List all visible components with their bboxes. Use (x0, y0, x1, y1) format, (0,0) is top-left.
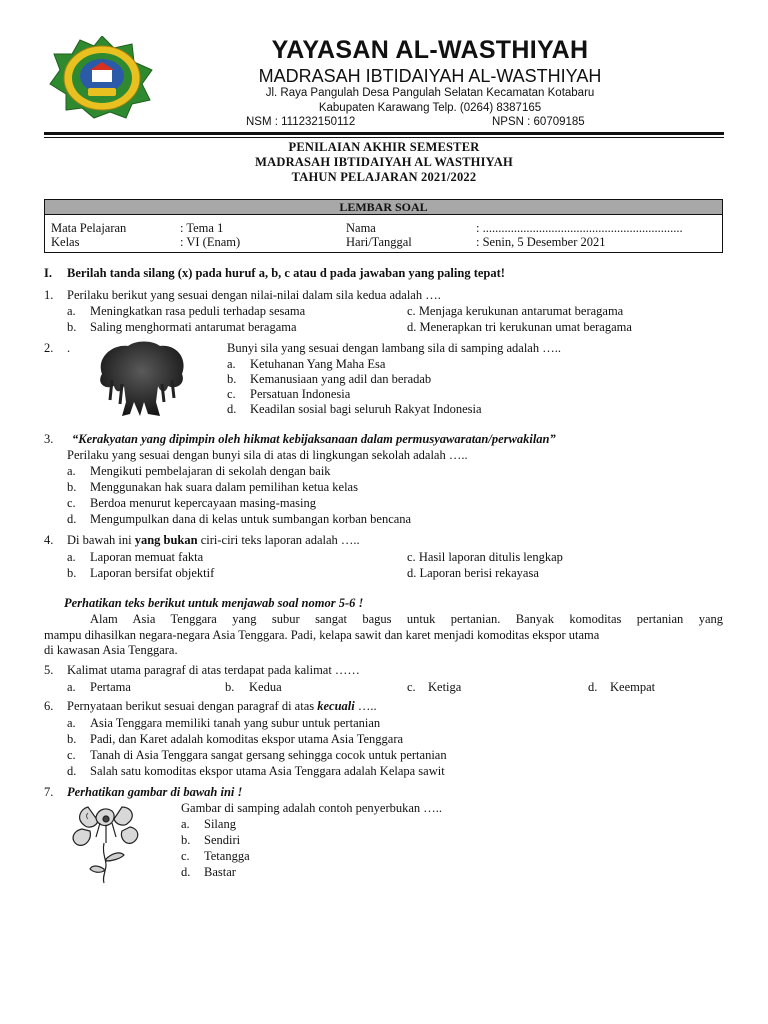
q7-option-c: Tetangga (204, 849, 250, 863)
q1-option-c: c. Menjaga kerukunan antarumat beragama (407, 304, 624, 318)
passage-line-2: mampu dihasilkan negara-negara Asia Tenggara. Padi, kelapa sawit dan karet menjadi komoditas ekspor utama (44, 628, 600, 642)
q4-letter-b: b. (67, 566, 77, 580)
q3-option-c: Berdoa menurut kepercayaan masing-masing (90, 496, 316, 510)
banyan-tree-image (92, 340, 190, 420)
label-class: Kelas (51, 235, 80, 249)
sheet-title: LEMBAR SOAL (45, 200, 722, 215)
value-name-blank: : ................................................................ (476, 221, 683, 235)
instruction-number: I. (44, 266, 52, 280)
q5-letter-b: b. (225, 680, 235, 694)
q7-letter-b: b. (181, 833, 191, 847)
q4-option-a: Laporan memuat fakta (90, 550, 204, 564)
address-line-2: Kabupaten Karawang Telp. (0264) 8387165 (318, 102, 542, 114)
passage-line-3: di kawasan Asia Tenggara. (44, 643, 178, 657)
q7-text: Gambar di samping adalah contoh penyerbukan ….. (181, 801, 443, 815)
q3-letter-b: b. (67, 480, 77, 494)
q4-option-c: c. Hasil laporan ditulis lengkap (407, 550, 563, 564)
q4-number: 4. (44, 533, 54, 547)
passage-line-1: Alam Asia Tenggara yang subur sangat bagus untuk pertanian. Banyak komoditas pertanian yang (90, 612, 723, 626)
q2-dot: . (67, 341, 71, 355)
q7-option-d: Bastar (204, 865, 236, 879)
value-day-date: : Senin, 5 Desember 2021 (476, 235, 606, 249)
q6-option-a: Asia Tenggara memiliki tanah yang subur untuk pertanian (90, 716, 381, 730)
q3-letter-d: d. (67, 512, 77, 526)
q7-number: 7. (44, 785, 54, 799)
q6-option-d: Salah satu komoditas ekspor utama Asia Tenggara adalah Kelapa sawit (90, 764, 445, 778)
q6-text: Pernyataan berikut sesuai dengan paragraf di atas kecuali ….. (67, 699, 377, 713)
label-name: Nama (346, 221, 376, 235)
q5-option-c: Ketiga (428, 680, 462, 694)
q2-option-a: Ketuhanan Yang Maha Esa (250, 357, 386, 371)
q3-letter-c: c. (67, 496, 76, 510)
q6-letter-b: b. (67, 732, 77, 746)
exam-title-2: MADRASAH IBTIDAIYAH AL WASTHIYAH (255, 155, 513, 169)
npsn-number: NPSN : 60709185 (492, 116, 585, 128)
q7-letter-c: c. (181, 849, 190, 863)
nsm-number: NSM : 111232150112 (246, 116, 356, 128)
q5-option-d: Keempat (610, 680, 656, 694)
school-name: MADRASAH IBTIDAIYAH AL-WASTHIYAH (258, 66, 602, 86)
q6-option-c: Tanah di Asia Tenggara sangat gersang sehingga cocok untuk pertanian (90, 748, 447, 762)
q2-letter-b: b. (227, 372, 237, 386)
q6-letter-c: c. (67, 748, 76, 762)
address-line-1: Jl. Raya Pangulah Desa Pangulah Selatan Kecamatan Kotabaru (265, 87, 595, 99)
q7-letter-a: a. (181, 817, 190, 831)
q4-text: Di bawah ini yang bukan ciri-ciri teks laporan adalah ….. (67, 533, 360, 547)
q5-letter-c: c. (407, 680, 416, 694)
q3-quote: “Kerakyatan yang dipimpin oleh hikmat kebijaksanaan dalam permusyawaratan/perwakilan” (72, 432, 556, 446)
header-divider-thick (44, 132, 724, 135)
q5-letter-a: a. (67, 680, 76, 694)
q5-number: 5. (44, 663, 54, 677)
q5-text: Kalimat utama paragraf di atas terdapat pada kalimat …… (67, 663, 360, 677)
q7-option-a: Silang (204, 817, 236, 831)
q1-text: Perilaku berikut yang sesuai dengan nilai-nilai dalam sila kedua adalah …. (67, 288, 441, 302)
q7-heading: Perhatikan gambar di bawah ini ! (67, 785, 243, 799)
q2-letter-d: d. (227, 402, 237, 416)
q7-letter-d: d. (181, 865, 191, 879)
exam-title-3: TAHUN PELAJARAN 2021/2022 (291, 170, 477, 184)
q1-number: 1. (44, 288, 54, 302)
q2-letter-c: c. (227, 387, 236, 401)
q2-option-b: Kemanusiaan yang adil dan beradab (250, 372, 432, 386)
passage-heading: Perhatikan teks berikut untuk menjawab soal nomor 5-6 ! (64, 596, 364, 610)
exam-title-1: PENILAIAN AKHIR SEMESTER (288, 140, 480, 154)
q1-option-d: d. Menerapkan tri kerukunan umat beragama (407, 320, 632, 334)
flower-diagram-image (66, 803, 160, 885)
q2-text: Bunyi sila yang sesuai dengan lambang sila di samping adalah ….. (227, 341, 561, 355)
q6-letter-d: d. (67, 764, 77, 778)
q1-option-a: Meningkatkan rasa peduli terhadap sesama (90, 304, 306, 318)
q3-option-a: Mengikuti pembelajaran di sekolah dengan baik (90, 464, 331, 478)
q4-option-d: d. Laporan berisi rekayasa (407, 566, 539, 580)
q5-letter-d: d. (588, 680, 598, 694)
q3-option-d: Mengumpulkan dana di kelas untuk sumbangan korban bencana (90, 512, 412, 526)
q6-letter-a: a. (67, 716, 76, 730)
q5-option-a: Pertama (90, 680, 131, 694)
q3-option-b: Menggunakan hak suara dalam pemilihan ketua kelas (90, 480, 358, 494)
q2-option-c: Persatuan Indonesia (250, 387, 351, 401)
q2-letter-a: a. (227, 357, 236, 371)
q1-letter-b: b. (67, 320, 77, 334)
label-day-date: Hari/Tanggal (346, 235, 412, 249)
q3-number: 3. (44, 432, 54, 446)
q3-text: Perilaku yang sesuai dengan bunyi sila di atas di lingkungan sekolah adalah ….. (67, 448, 468, 462)
q4-letter-a: a. (67, 550, 76, 564)
instruction-text: Berilah tanda silang (x) pada huruf a, b, c atau d pada jawaban yang paling tepat! (67, 266, 505, 280)
value-subject: : Tema 1 (180, 221, 224, 235)
q1-letter-a: a. (67, 304, 76, 318)
foundation-name: YAYASAN AL-WASTHIYAH (271, 36, 589, 64)
q1-option-b: Saling menghormati antarumat beragama (90, 320, 297, 334)
q2-number: 2. (44, 341, 54, 355)
q4-option-b: Laporan bersifat objektif (90, 566, 215, 580)
q7-option-b: Sendiri (204, 833, 241, 847)
q2-option-d: Keadilan sosial bagi seluruh Rakyat Indonesia (250, 402, 482, 416)
q6-number: 6. (44, 699, 54, 713)
header-divider-thin (44, 137, 724, 138)
q5-option-b: Kedua (249, 680, 282, 694)
label-subject: Mata Pelajaran (51, 221, 127, 235)
value-class: : VI (Enam) (180, 235, 241, 249)
q3-letter-a: a. (67, 464, 76, 478)
q6-option-b: Padi, dan Karet adalah komoditas ekspor utama Asia Tenggara (90, 732, 404, 746)
